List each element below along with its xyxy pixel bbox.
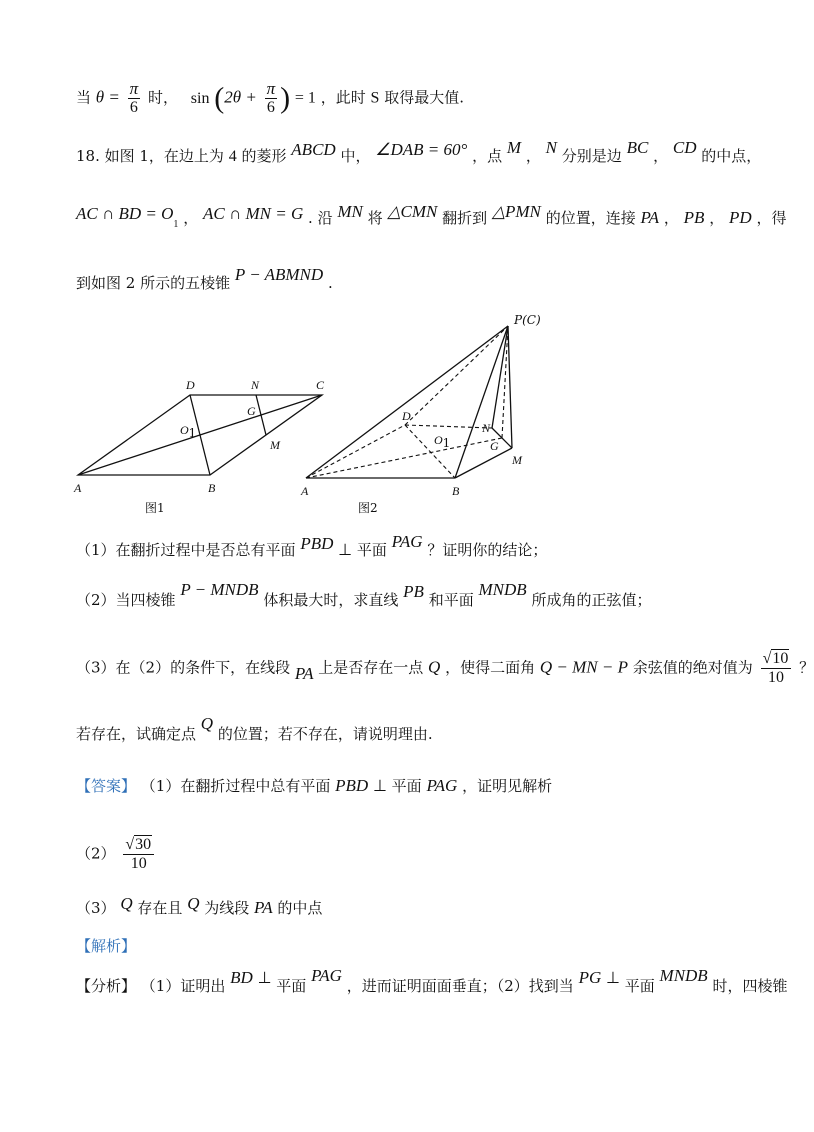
question-3-continued: 若存在，试确定点 Q 的位置；若不存在，请说明理由. <box>76 714 433 743</box>
edge-PD-hidden <box>405 326 508 425</box>
question-2: （2）当四棱锥 P − MNDB 体积最大时，求直线 PB 和平面 MNDB 所成角的正弦值； <box>76 580 652 609</box>
problem-statement-line-2: AC ∩ BD = $O_1$ ， AC ∩ MN = G . 沿 MN 将 △CMN 翻折到 △PMN 的位置，连接 PA ， PB ， PD ，得 <box>76 202 787 230</box>
label-G: G <box>490 439 499 453</box>
edge-DB-hidden <box>405 425 455 478</box>
problem-statement-line-3: 到如图 2 所示的五棱锥 P − ABMND . <box>76 265 333 292</box>
problem-statement-line-1: 18. 如图 1，在边上为 4 的菱形 ABCD 中， ∠DAB = 60° ，点 M ， N 分别是边 BC ， CD 的中点， <box>76 138 762 165</box>
theta-condition-line: 当 θ = $\frac{\pi}{6}$ 时， sin (2θ + $\frac{\pi}{6}$ ) = 1 ，此时 S 取得最大值. <box>76 79 464 116</box>
answer-3: （3） Q 存在且 Q 为线段 PA 的中点 <box>76 894 323 917</box>
analysis-line-1: 【分析】 （1）证明出 BD ⊥ 平面 PAG ，进而证明面面垂直；（2）找到当 PG ⊥ 平面 MNDB 时，四棱锥 <box>76 966 788 995</box>
label-D: D <box>186 378 195 392</box>
answer-tag: 【答案】 <box>76 777 137 795</box>
label-N: N <box>482 421 491 435</box>
edge-PA <box>306 326 508 478</box>
label-D: D <box>402 409 411 423</box>
label-N: N <box>251 378 260 392</box>
label-A: A <box>74 481 82 495</box>
label-O1: O1 <box>434 433 451 450</box>
edge-DN-hidden <box>405 425 492 428</box>
label-B: B <box>208 481 216 495</box>
line-AG-hidden <box>306 438 502 478</box>
edge-PM <box>508 326 512 448</box>
analysis-heading <box>76 936 136 956</box>
analysis-tag: 【解析】 <box>76 937 137 955</box>
edge-PN <box>492 326 508 428</box>
analysis-fenxi-tag: 【分析】 <box>76 977 137 995</box>
label-M: M <box>512 453 522 467</box>
edge-AD-hidden <box>306 425 405 478</box>
label-PC: P(C) <box>514 313 541 327</box>
answer-2: （2） $\frac{√30}{10}$ <box>76 836 157 873</box>
math-sin: sin <box>190 89 210 107</box>
question-3: （3）在（2）的条件下，在线段 PA 上是否存在一点 Q ，使得二面角 Q − MN − P 余弦值的绝对值为 $\frac{√10}{10}$ ？ <box>76 650 814 686</box>
figure-2-pyramid <box>290 310 550 520</box>
label-M: M <box>270 438 280 452</box>
label-G: G <box>247 404 256 418</box>
label-B: B <box>452 484 460 498</box>
label-C: C <box>316 378 325 392</box>
segment-MN <box>256 395 266 435</box>
math-theta: θ = <box>95 87 120 107</box>
label-O1: O1 <box>180 423 197 440</box>
fraction-pi-over-6: $\frac{\pi}{6}$ <box>129 79 139 116</box>
fraction-sqrt10-over-10: $\frac{√10}{10}$ <box>761 650 792 687</box>
figure-1-caption: 图1 <box>145 501 165 515</box>
edge-PB <box>455 326 508 478</box>
text: 当 <box>76 88 92 107</box>
question-1: （1）在翻折过程中是否总有平面 PBD ⊥ 平面 PAG ？证明你的结论； <box>76 532 548 559</box>
fraction-sqrt30-over-10: $\frac{√30}{10}$ <box>123 836 154 873</box>
label-A: A <box>301 484 309 498</box>
answer-1: 【答案】 （1）在翻折过程中总有平面 PBD ⊥ 平面 PAG ，证明见解析 <box>76 776 553 795</box>
figure-2-caption: 图2 <box>358 501 378 515</box>
